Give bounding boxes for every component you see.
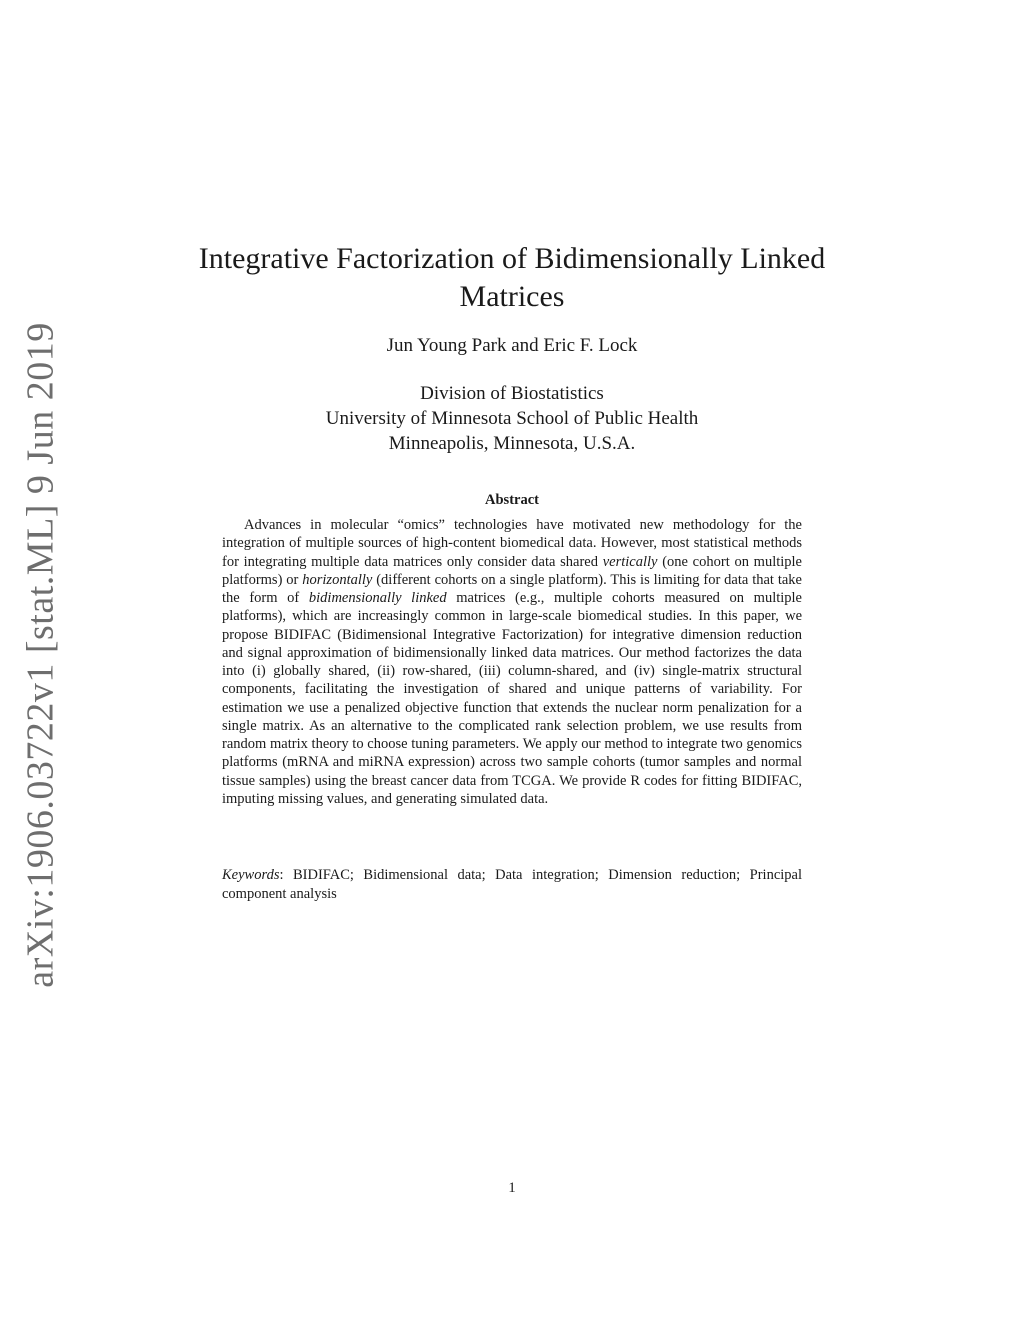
keywords-line: [222, 866, 802, 903]
arxiv-identifier-stamp: [20, 322, 63, 988]
affiliation-institution: University of Minnesota School of Public Health: [325, 408, 699, 429]
paper-title: Integrative Factorization of Bidimensionally Linked Matrices: [198, 242, 826, 313]
abstract-text-part4: matrices (e.g., multiple cohorts measured on multiple platforms), which are increasingly common in large-scale biomedical studies. In this paper, we propose BIDIFAC (Bidimensional Integrative Factorization) for integrative dimension reduction and signal approximation of bidimensionally linked data matrices. Our method factorizes the data into (i) globally shared, (ii) row-shared, (iii) column-shared, and (iv) single-matrix structural components, facilitating the investigation of shared and unique patterns of variability. For estimation we use a penalized objective function that extends the nuclear norm penalization for a single matrix. As an alternative to the complicated rank selection problem, we use results from random matrix theory to choose tuning parameters. We apply our method to integrate two genomics platforms (mRNA and miRNA expression) across two sample cohorts (tumor samples and normal tissue samples) using the breast cancer data from TCGA. We provide R codes for fitting BIDIFAC, imputing missing values, and generating simulated data.: [222, 590, 802, 807]
arxiv-identifier-text: arXiv:1906.03722v1 [stat.ML] 9 Jun 2019: [20, 322, 63, 988]
author-affiliation: [170, 381, 854, 456]
abstract-text-part1: Advances in molecular “omics” technologies have motivated new methodology for the integration of multiple sources of high-content biomedical data. However, most statistical methods for integrating multiple data matrices only consider data shared: [222, 517, 802, 570]
abstract-text-part3: (different cohorts on a single platform). This is limiting for data that take the form of: [222, 571, 802, 606]
abstract-emphasis-vertically: vertically: [602, 553, 658, 570]
abstract-emphasis-horizontally: horizontally: [302, 571, 373, 588]
abstract-emphasis-bidimensionally: bidimensionally linked: [308, 590, 447, 606]
abstract-heading: Abstract: [485, 492, 539, 508]
paper-authors: Jun Young Park and Eric F. Lock: [386, 335, 638, 356]
abstract-body: [222, 516, 802, 808]
page-number: 1: [508, 1180, 516, 1196]
affiliation-department: Division of Biostatistics: [420, 383, 604, 404]
affiliation-location: Minneapolis, Minnesota, U.S.A.: [388, 433, 636, 454]
keywords-label: Keywords: [222, 867, 280, 883]
keywords-text: : BIDIFAC; Bidimensional data; Data integration; Dimension reduction; Principal component analysis: [222, 867, 802, 902]
abstract-text-part2: (one cohort on multiple platforms) or: [222, 553, 802, 588]
